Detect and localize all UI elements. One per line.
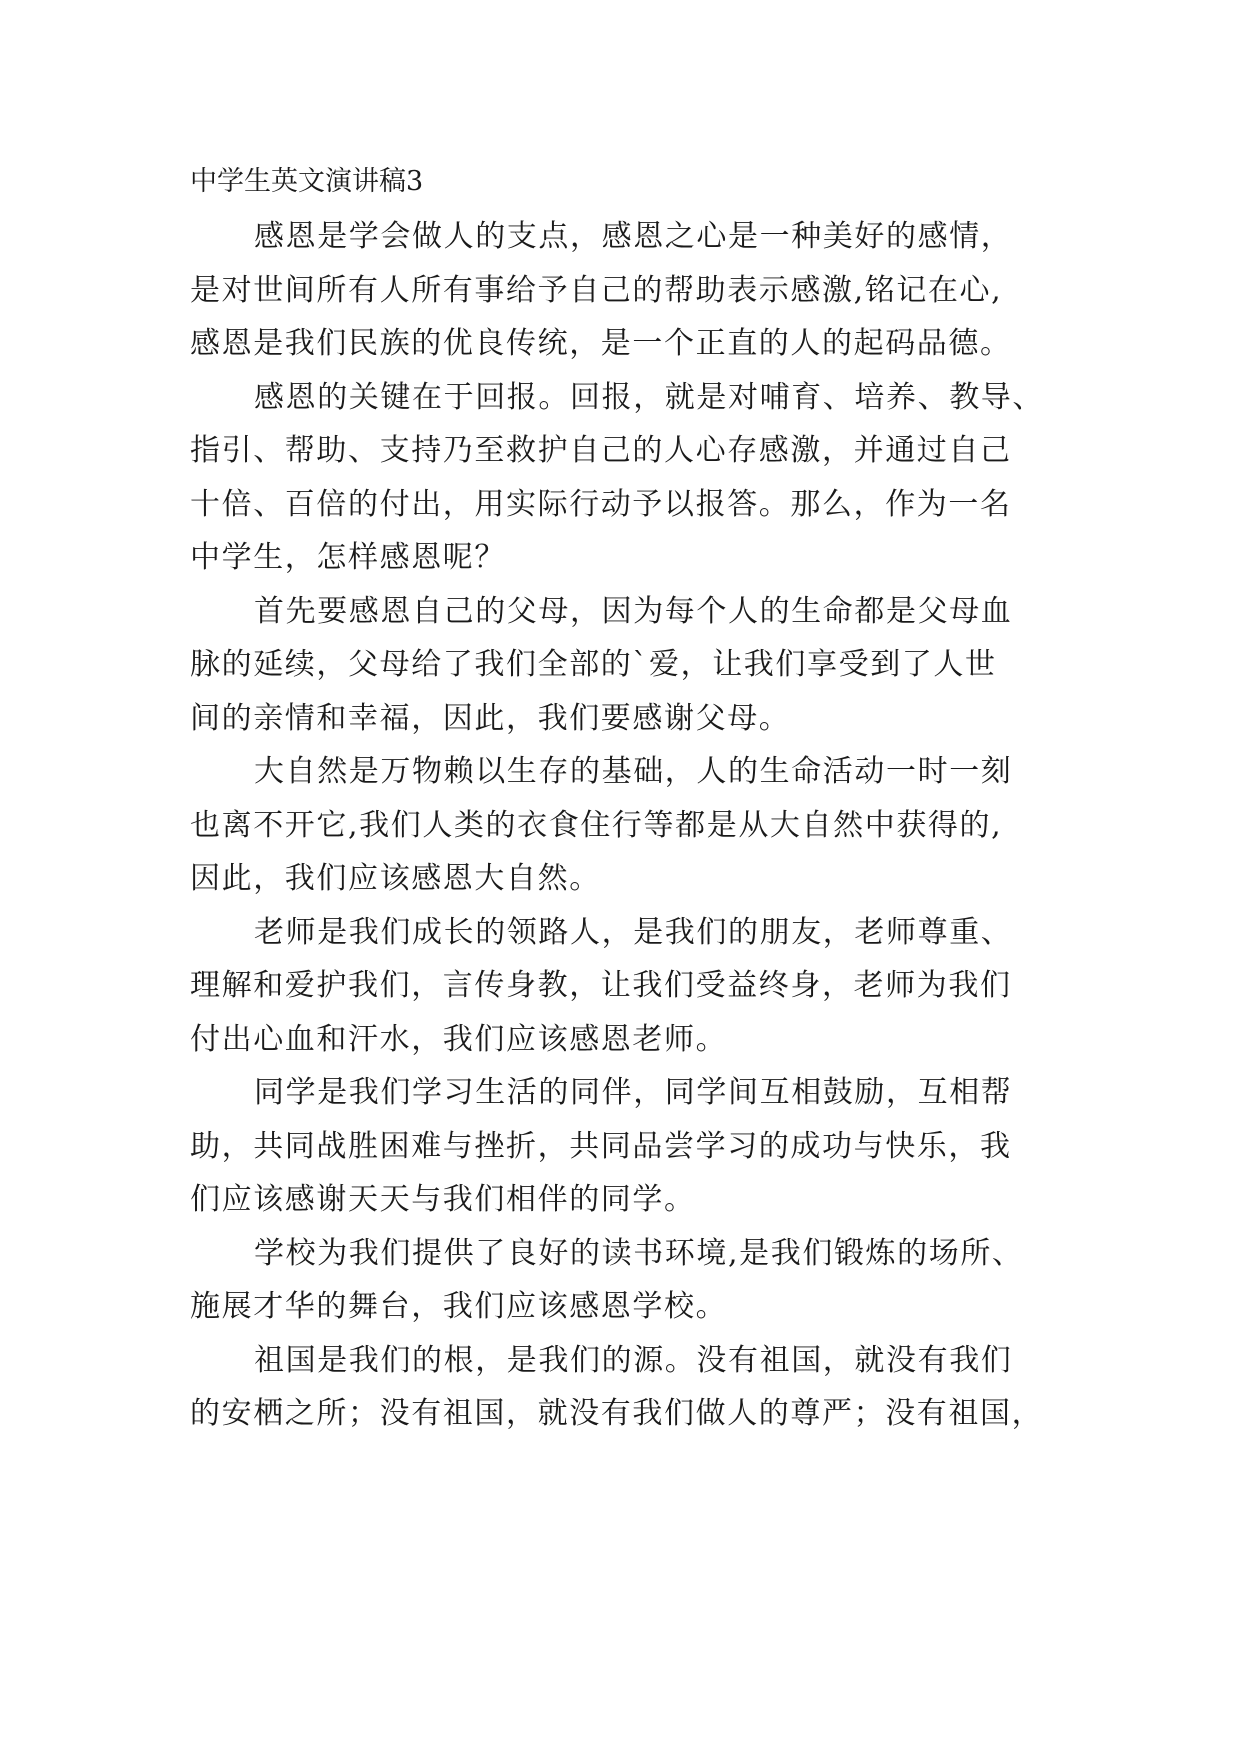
paragraph-line: 首先要感恩自己的父母，因为每个人的生命都是父母血: [254, 593, 1013, 629]
paragraph: [190, 371, 1090, 585]
paragraph-line: 大自然是万物赖以生存的基础，人的生命活动一时一刻: [254, 754, 1013, 789]
paragraph-line: 感恩是学会做人的支点，感恩之心是一种美好的感情，: [254, 219, 1013, 254]
paragraph-line: 间的亲情和幸福，因此，我们要感谢父母。: [190, 700, 791, 736]
paragraph: [190, 1227, 1090, 1334]
paragraph-line: 老师是我们成长的领路人，是我们的朋友，老师尊重、: [254, 914, 1013, 950]
paragraph-line: 也离不开它,我们人类的衣食住行等都是从大自然中获得的,: [190, 807, 1003, 843]
paragraph: [190, 585, 1090, 746]
paragraph: [190, 745, 1090, 906]
paragraph-line: 助，共同战胜困难与挫折，共同品尝学习的成功与快乐，我: [190, 1128, 1012, 1164]
paragraph-line: 中学生，怎样感恩呢？: [190, 540, 506, 575]
paragraph: [190, 1066, 1090, 1227]
paragraph-line: 因此，我们应该感恩大自然。: [190, 861, 601, 896]
paragraph-line: 十倍、百倍的付出，用实际行动予以报答。那么，作为一名: [190, 486, 1012, 522]
paragraph-line: 同学是我们学习生活的同伴，同学间互相鼓励，互相帮: [254, 1075, 1013, 1110]
paragraph-line: 们应该感谢天天与我们相伴的同学。: [190, 1182, 696, 1217]
paragraph-line: 祖国是我们的根，是我们的源。没有祖国，就没有我们: [254, 1342, 1013, 1378]
paragraph-line: 施展才华的舞台，我们应该感恩学校。: [190, 1289, 728, 1324]
paragraph-line: 学校为我们提供了良好的读书环境,是我们锻炼的场所、: [254, 1235, 1024, 1271]
paragraph-line: 脉的延续，父母给了我们全部的`爱，让我们享受到了人世: [190, 647, 997, 682]
document-title: 中学生英文演讲稿3: [190, 166, 424, 197]
paragraph-line: 是对世间所有人所有事给予自己的帮助表示感激,铭记在心,: [190, 272, 1003, 308]
paragraph: [190, 210, 1090, 371]
paragraph-line: 理解和爱护我们，言传身教，让我们受益终身，老师为我们: [190, 968, 1012, 1003]
paragraph-line: 付出心血和汗水，我们应该感恩老师。: [190, 1021, 728, 1057]
paragraph: [190, 906, 1090, 1067]
paragraph-line: 感恩的关键在于回报。回报，就是对哺育、培养、教导、: [254, 379, 1044, 415]
paragraph-line: 指引、帮助、支持乃至救护自己的人心存感激，并通过自己: [190, 433, 1012, 468]
paragraph: [190, 1334, 1090, 1441]
paragraph-line: 感恩是我们民族的优良传统，是一个正直的人的起码品德。: [190, 326, 1012, 361]
document-body: [190, 210, 1090, 1441]
paragraph-line: 的安栖之所；没有祖国，就没有我们做人的尊严；没有祖国，: [190, 1396, 1044, 1431]
